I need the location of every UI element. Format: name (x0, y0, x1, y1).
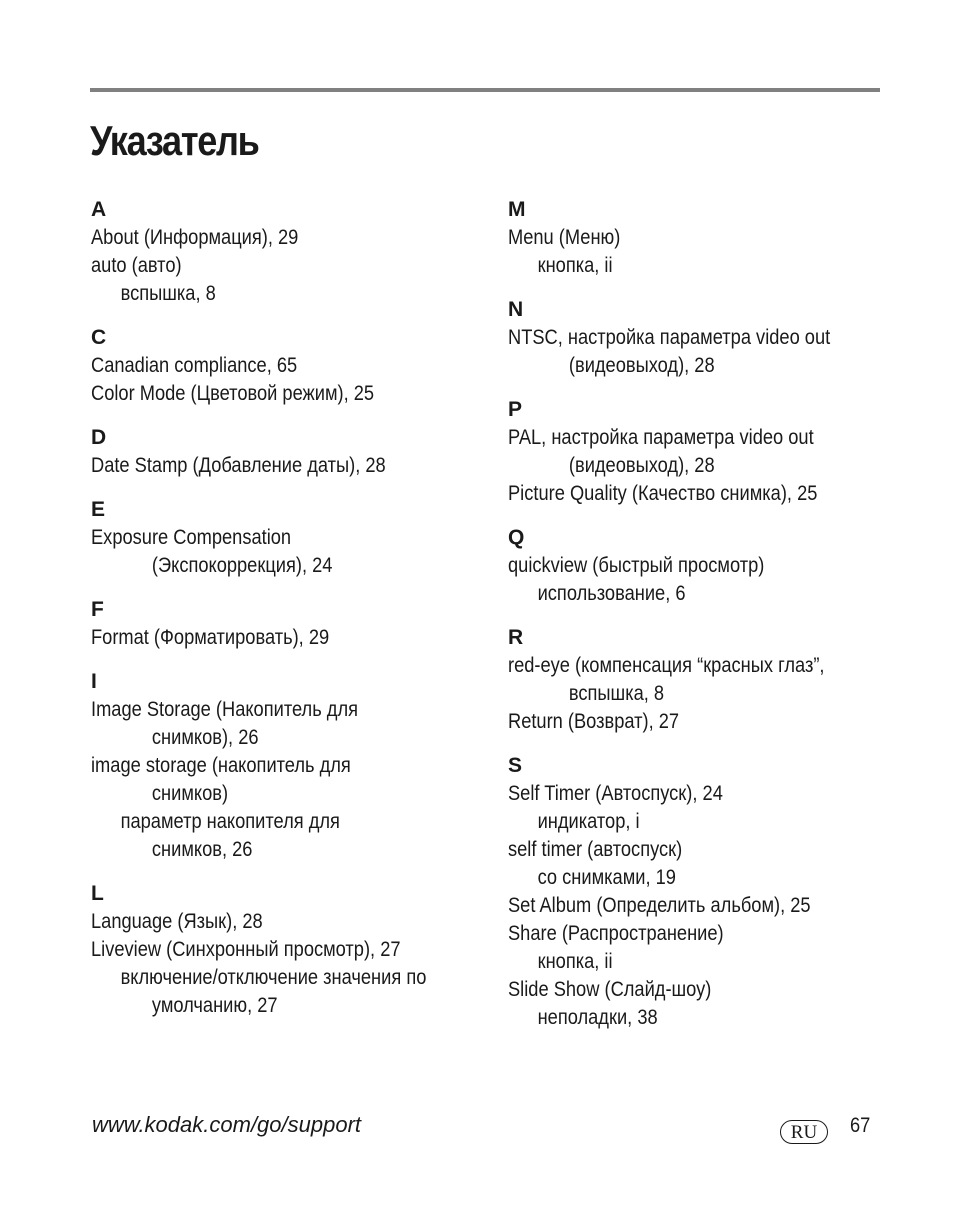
index-subentry: вспышка, 8 (120, 282, 216, 305)
index-column-left (91, 196, 491, 1036)
index-section (508, 524, 888, 608)
index-section (91, 880, 491, 1020)
index-entry: Self Timer (Автоспуск), 24 (508, 782, 723, 805)
index-entry: снимков) (151, 782, 229, 805)
index-entry: Return (Возврат), 27 (508, 710, 680, 733)
index-entry: image storage (накопитель для (91, 754, 351, 777)
index-subentry: включение/отключение значения по (120, 966, 427, 989)
section-letter: A (91, 198, 107, 221)
index-section (91, 668, 491, 864)
index-entry: Exposure Compensation (91, 526, 292, 549)
index-entry: Date Stamp (Добавление даты), 28 (91, 454, 386, 477)
index-entry: Picture Quality (Качество снимка), 25 (508, 482, 818, 505)
index-section (508, 296, 888, 380)
index-entry: self timer (автоспуск) (508, 838, 683, 861)
page-title: Указатель (90, 117, 259, 164)
section-letter: F (91, 598, 104, 621)
index-section (91, 424, 491, 480)
section-letter: N (508, 298, 524, 321)
index-entry: Slide Show (Слайд-шоу) (508, 978, 712, 1001)
language-badge: RU (780, 1120, 828, 1144)
index-subentry: использование, 6 (537, 582, 686, 605)
index-entry: Color Mode (Цветовой режим), 25 (91, 382, 375, 405)
section-letter: D (91, 426, 107, 449)
index-subentry: неполадки, 38 (537, 1006, 658, 1029)
footer-url[interactable]: www.kodak.com/go/support (92, 1112, 362, 1137)
index-subentry: со снимками, 19 (537, 866, 676, 889)
index-entry: (Экспокоррекция), 24 (151, 554, 333, 577)
index-section (508, 396, 888, 508)
index-entry: Canadian compliance, 65 (91, 354, 298, 377)
index-section (91, 196, 491, 308)
section-letter: C (91, 326, 107, 349)
section-letter: P (508, 398, 523, 421)
index-entry: Liveview (Синхронный просмотр), 27 (91, 938, 401, 961)
index-entry: Image Storage (Накопитель для (91, 698, 359, 721)
index-subentry: кнопка, ii (537, 254, 613, 277)
index-entry: Set Album (Определить альбом), 25 (508, 894, 811, 917)
section-letter: L (91, 882, 104, 905)
index-entry: quickview (быстрый просмотр) (508, 554, 765, 577)
index-section (91, 496, 491, 580)
index-entry: умолчанию, 27 (151, 994, 278, 1017)
index-entry: NTSC, настройка параметра video out (508, 326, 831, 349)
index-section (508, 196, 888, 280)
index-entry: вспышка, 8 (568, 682, 665, 705)
index-entry: (видеовыход), 28 (568, 354, 715, 377)
section-letter: S (508, 754, 523, 777)
index-entry: red-eye (компенсация “красных глаз”, (508, 654, 825, 677)
index-entry: auto (авто) (91, 254, 182, 277)
index-column-right (508, 196, 888, 1048)
index-entry: Share (Распространение) (508, 922, 724, 945)
index-section (91, 596, 491, 652)
index-entry: Format (Форматировать), 29 (91, 626, 330, 649)
section-letter: M (508, 198, 526, 221)
index-entry: Menu (Меню) (508, 226, 621, 249)
section-letter: E (91, 498, 106, 521)
index-entry: снимков), 26 (151, 726, 259, 749)
index-entry: PAL, настройка параметра video out (508, 426, 814, 449)
index-section (508, 752, 888, 1032)
index-subentry: параметр накопителя для (120, 810, 340, 833)
index-entry: снимков, 26 (151, 838, 253, 861)
page-number: 67 (850, 1114, 871, 1137)
index-subentry: индикатор, i (537, 810, 640, 833)
section-letter: Q (508, 526, 525, 549)
header-rule (90, 88, 880, 92)
section-letter: I (91, 670, 97, 693)
index-entry: Language (Язык), 28 (91, 910, 263, 933)
index-section (91, 324, 491, 408)
index-entry: (видеовыход), 28 (568, 454, 715, 477)
section-letter: R (508, 626, 524, 649)
index-section (508, 624, 888, 736)
index-entry: About (Информация), 29 (91, 226, 299, 249)
index-subentry: кнопка, ii (537, 950, 613, 973)
